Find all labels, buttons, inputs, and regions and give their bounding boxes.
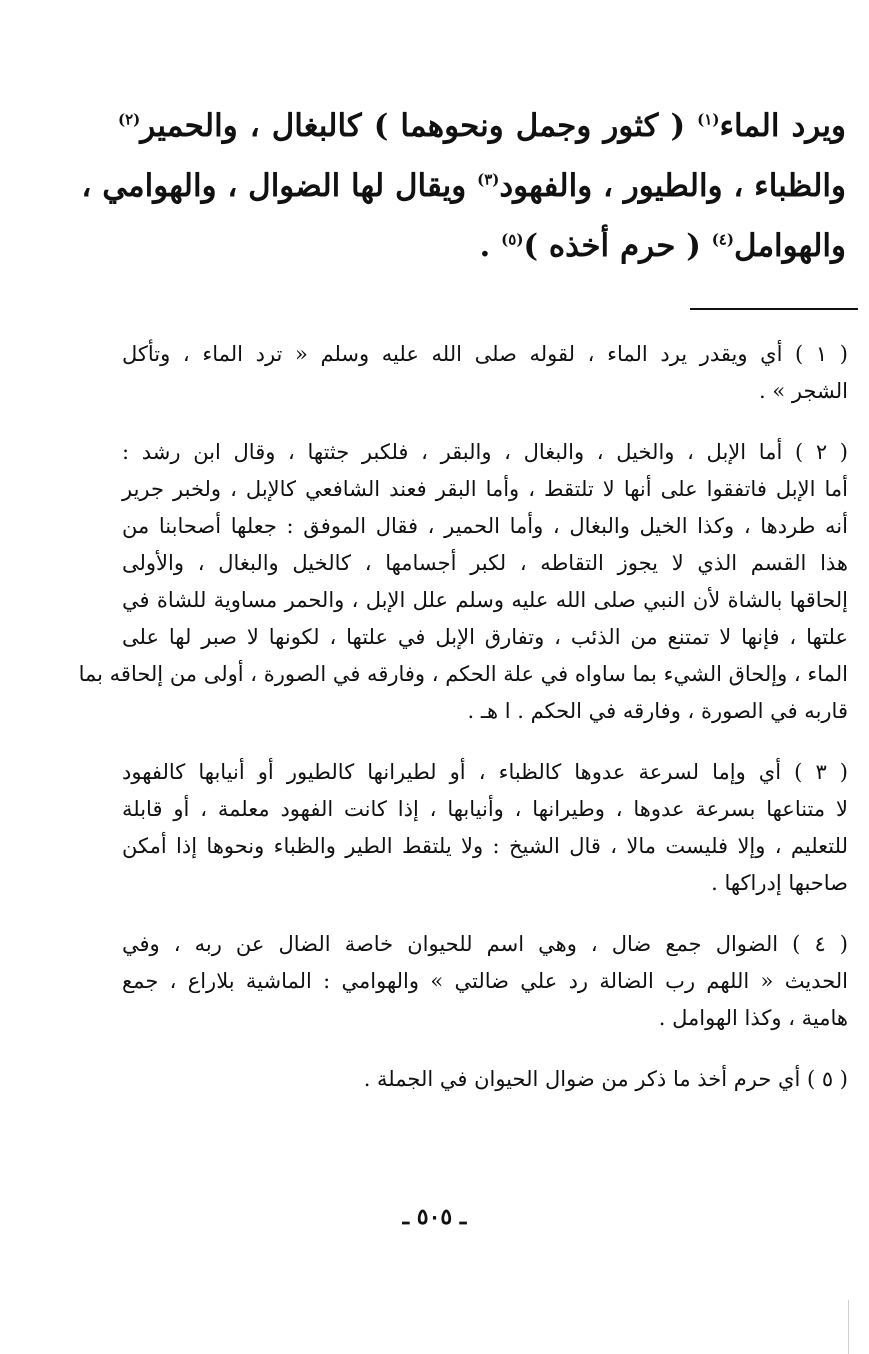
- footnote-line: الحديث « اللهم رب الضالة رد علي ضالتي » والهوامي : الماشية بلاراع ، جمع: [122, 969, 848, 993]
- footnote-marker[interactable]: (٥): [501, 230, 524, 249]
- footnote-2: [78, 434, 848, 730]
- main-text-segment: ( كثور وجمل ونحوهما ) كالبغال ، والحمير: [140, 108, 698, 144]
- footnote-line: ( ٢ ) أما الإبل ، والخيل ، والبغال ، والبقر ، فلكبر جثتها ، وقال ابن رشد :: [122, 440, 848, 464]
- footnote-line: أنه طردها ، وكذا الخيل والبغال ، وأما الحمير ، فقال الموفق : جعلها أصحابنا من: [122, 514, 848, 538]
- footnote-line: هامية ، وكذا الهوامل .: [658, 1006, 848, 1030]
- main-text-segment: .: [479, 228, 502, 264]
- footnote-5: [122, 1061, 848, 1098]
- footnote-line: ( ١ ) أي ويقدر يرد الماء ، لقوله صلى الله عليه وسلم « ترد الماء ، وتأكل: [122, 342, 848, 366]
- footnote-line: إلحاقها بالشاة لأن النبي صلى الله عليه وسلم علل الإبل ، والحمر مساوية للشاة في: [122, 588, 848, 612]
- main-text-line: [81, 156, 846, 216]
- footnote-4: [122, 926, 848, 1037]
- main-text-segment: والظباء ، والطيور ، والفهود: [499, 168, 846, 204]
- main-text-block: [81, 96, 846, 276]
- footnote-line: ( ٤ ) الضوال جمع ضال ، وهي اسم للحيوان خاصة الضال عن ربه ، وفي: [122, 932, 848, 956]
- page-number: ـ ٥٠٥ ـ: [402, 1204, 467, 1230]
- footnote-3: [122, 754, 848, 902]
- footnote-marker[interactable]: (١): [697, 110, 720, 129]
- main-text-segment: ويرد الماء: [719, 108, 846, 144]
- scan-margin-line: [848, 1300, 849, 1354]
- footnote-line: الشجر » .: [759, 379, 848, 403]
- footnote-line: لا متناعها بسرعة عدوها ، وطيرانها ، وأنيابها ، إذا كانت الفهود معلمة ، أو قابلة: [122, 797, 848, 821]
- footnote-marker[interactable]: (٤): [711, 230, 734, 249]
- footnote-line: هذا القسم الذي لا يجوز التقاطه ، لكبر أجسامها ، كالخيل والبغال ، والأولى: [122, 551, 848, 575]
- footnote-line: الماء ، وإلحاق الشيء بما ساواه في علة الحكم ، وفارقه في الصورة ، أولى من إلحاقه بما: [78, 662, 848, 686]
- footnote-line: صاحبها إدراكها .: [711, 871, 848, 895]
- main-text-segment: ويقال لها الضوال ، والهوامي ،: [81, 168, 478, 204]
- footnote-line: ( ٥ ) أي حرم أخذ ما ذكر من ضوال الحيوان في الجملة .: [363, 1067, 848, 1091]
- footnote-line: علتها ، فإنها لا تمتنع من الذئب ، وتفارق الإبل في علتها ، لكونها لا صبر لها على: [122, 625, 848, 649]
- main-text-segment: ( حرم أخذه ): [523, 228, 712, 264]
- footnote-1: [122, 336, 848, 410]
- footnote-marker[interactable]: (٣): [477, 170, 500, 189]
- footnote-divider: [690, 308, 858, 310]
- footnotes-block: [78, 336, 848, 1122]
- main-text-line: [118, 96, 846, 156]
- main-text-segment: والهوامل: [733, 228, 846, 264]
- footnote-marker[interactable]: (٢): [118, 110, 141, 129]
- footnote-line: أما الإبل فاتفقوا على أنها لا تلتقط ، وأما البقر فعند الشافعي كالإبل ، ولخبر جرير: [122, 477, 848, 501]
- footnote-line: للتعليم ، وإلا فليست مالا ، قال الشيخ : ولا يلتقط الطير والظباء ونحوها إذا أمكن: [122, 834, 848, 858]
- footnote-line: ( ٣ ) أي وإما لسرعة عدوها كالظباء ، أو لطيرانها كالطيور أو أنيابها كالفهود: [122, 760, 848, 784]
- main-text-line: [118, 216, 846, 276]
- footnote-line: قاربه في الصورة ، وفارقه في الحكم . ا هـ .: [467, 699, 848, 723]
